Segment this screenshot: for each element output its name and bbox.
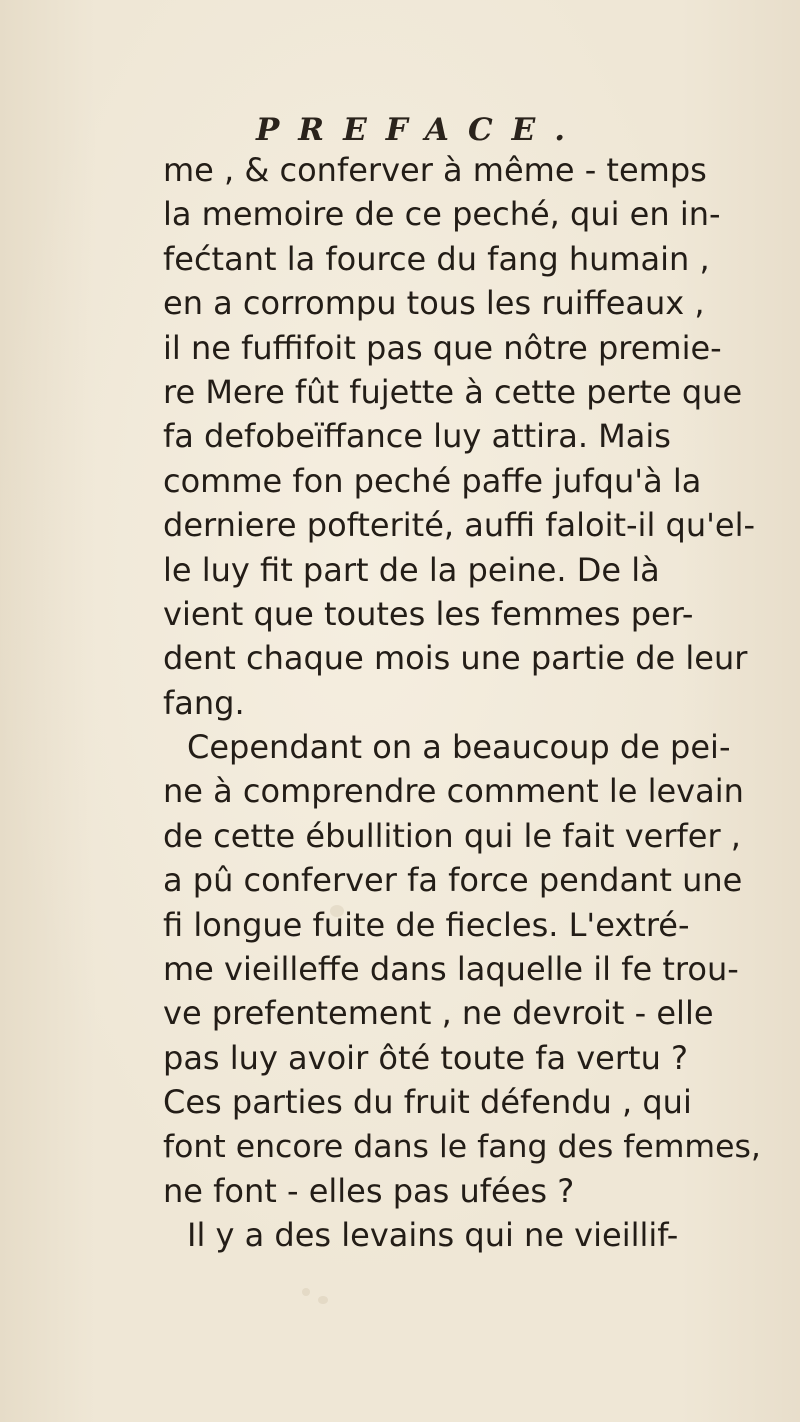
- paper-foxing-spot: [318, 1296, 328, 1304]
- text-line: le luy fit part de la peine. De là: [163, 550, 660, 589]
- text-line: Ces parties du fruit défendu , qui: [163, 1083, 692, 1122]
- text-line: derniere pofterité, auffi faloit-il qu'el-: [163, 506, 756, 545]
- paragraph-start-line: Cependant on a beaucoup de pei-: [187, 728, 731, 767]
- body-text: [163, 148, 763, 1258]
- text-line: font encore dans le fang des femmes,: [163, 1128, 761, 1165]
- text-line: ne à comprendre comment le levain: [163, 772, 744, 811]
- text-line: il ne fuffifoit pas que nôtre premie-: [163, 328, 722, 367]
- paper-foxing-spot: [302, 1288, 310, 1296]
- text-line: comme fon peché paffe jufqu'à la: [163, 461, 702, 500]
- paragraph-start-line: Il y a des levains qui ne vieillif-: [187, 1216, 679, 1255]
- text-line: fi longue fuite de fiecles. L'extré-: [163, 905, 690, 944]
- text-line: a pû conferver fa force pendant une: [163, 861, 743, 900]
- text-line: de cette ébullition qui le fait verfer ,: [163, 816, 741, 855]
- text-line: me vieilleffe dans laquelle il fe trou-: [163, 950, 739, 989]
- text-line: dent chaque mois une partie de leur: [163, 639, 748, 678]
- text-line: vient que toutes les femmes per-: [163, 594, 694, 633]
- text-line: fang.: [163, 683, 245, 722]
- text-line: ve prefentement , ne devroit - elle: [163, 994, 714, 1033]
- text-line: pas luy avoir ôté toute fa vertu ?: [163, 1038, 688, 1077]
- text-line: fećtant la fource du fang humain ,: [163, 239, 710, 278]
- running-header: PREFACE.: [256, 112, 585, 148]
- text-line: ne font - elles pas ufées ?: [163, 1171, 575, 1210]
- text-line: me , & conferver à même - temps: [163, 151, 707, 189]
- text-line: en a corrompu tous les ruiffeaux ,: [163, 284, 705, 323]
- text-line: fa defobeïffance luy attira. Mais: [163, 417, 671, 456]
- text-line: re Mere fût fujette à cette perte que: [163, 372, 743, 411]
- text-line: la memoire de ce peché, qui en in-: [163, 195, 721, 234]
